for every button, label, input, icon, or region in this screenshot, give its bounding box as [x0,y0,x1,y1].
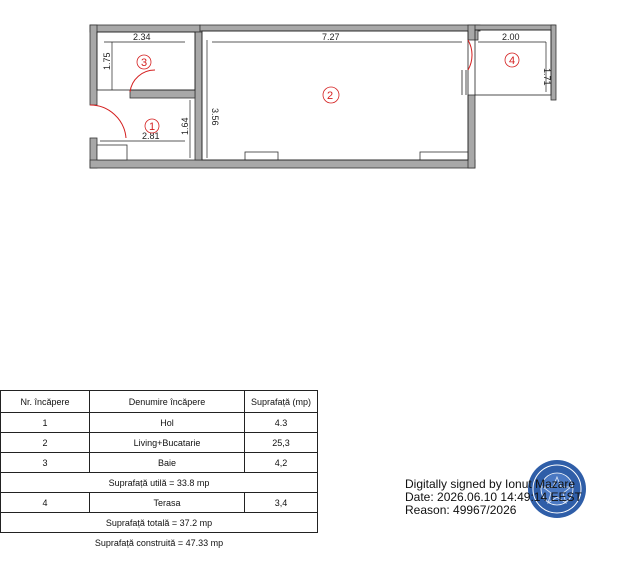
cell-nr: 2 [1,433,90,453]
room-number-3: 3 [141,57,148,69]
dim-2-34: 2.34 [133,32,151,42]
floor-plan [0,0,640,200]
useful-total: Suprafață utilă = 33.8 mp [1,473,318,493]
cell-name: Baie [90,453,245,473]
cell-name: Living+Bucatarie [90,433,245,453]
useful-total-row [1,473,318,493]
table-row [1,433,318,453]
cell-name: Terasa [90,493,245,513]
cell-nr: 1 [1,413,90,433]
cell-area: 4,2 [245,453,318,473]
signature-line-2: Date: 2026.06.10 14:49:14 EEST [405,490,582,504]
grand-total: Suprafață totală = 37.2 mp [1,513,318,533]
cell-nr: 3 [1,453,90,473]
dim-2-81: 2.81 [142,131,160,141]
room-number-1: 1 [149,121,156,133]
table-row [1,453,318,473]
cell-area: 3,4 [245,493,318,513]
cell-name: Hol [90,413,245,433]
built-area-row [1,533,318,553]
dim-7-27: 7.27 [322,32,340,42]
dim-1-71: 1.71 [542,68,552,86]
grand-total-row [1,513,318,533]
dim-2-00: 2.00 [502,32,520,42]
table-row [1,413,318,433]
dim-1-64: 1.64 [180,117,190,135]
room-number-2: 2 [327,90,334,102]
dim-3-56: 3.56 [210,108,220,126]
header-name: Denumire încăpere [90,391,245,413]
built-area: Suprafață construită = 47.33 mp [94,537,224,548]
cell-nr: 4 [1,493,90,513]
signature-line-3: Reason: 49967/2026 [405,503,517,517]
rooms-table [0,390,318,552]
signature-line-1: Digitally signed by Ionut Mazare [405,477,576,491]
header-area: Suprafață (mp) [245,391,318,413]
table-row [1,493,318,513]
header-nr: Nr. încăpere [1,391,90,413]
digital-signature [405,478,582,517]
cell-area: 25,3 [245,433,318,453]
room-number-4: 4 [509,55,516,67]
table-header-row [1,391,318,413]
dim-1-75: 1.75 [102,52,112,70]
cell-area: 4.3 [245,413,318,433]
